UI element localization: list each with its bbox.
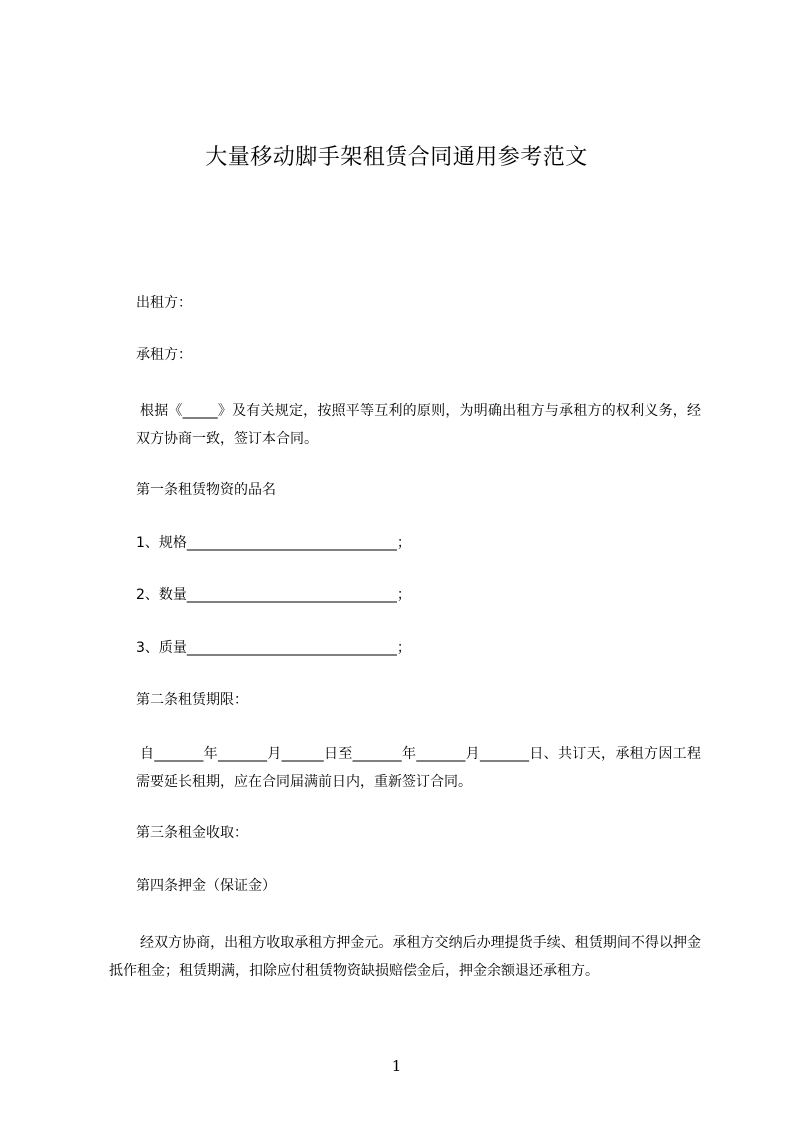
lessor-label: 出租方： [136, 295, 192, 311]
article3-heading: 第三条租金收取： [136, 825, 248, 841]
item-quality: 3、质量______________________________； [136, 640, 411, 656]
page-number: 1 [391, 1057, 402, 1075]
lessee-label: 承租方： [136, 347, 192, 363]
article4-heading: 第四条押金（保证金） [136, 878, 276, 894]
article4-body: 经双方协商，出租方收取承租方押金元。承租方交纳后办理提货手续、租赁期间不得以押金抵作租金；租赁期满，扣除应付租赁物资缺损赔偿金后，押金余额退还承租方。 [109, 935, 701, 979]
item-spec: 1、规格______________________________； [136, 535, 411, 551]
document-title: 大量移动脚手架租赁合同通用参考范文 [205, 145, 588, 170]
intro-paragraph: 根据《_____》及有关规定，按照平等互利的原则，为明确出租方与承租方的权利义务，经双方协商一致，签订本合同。 [136, 403, 701, 447]
article2-body: 自_______年_______月______日至_______年_______月_______日、共订天，承租方因工程需要延长租期，应在合同届满前日内，重新签订合同。 [136, 746, 701, 790]
article2-heading: 第二条租赁期限： [136, 692, 248, 708]
article1-heading: 第一条租赁物资的品名 [136, 482, 276, 498]
item-quantity: 2、数量______________________________； [136, 587, 411, 603]
